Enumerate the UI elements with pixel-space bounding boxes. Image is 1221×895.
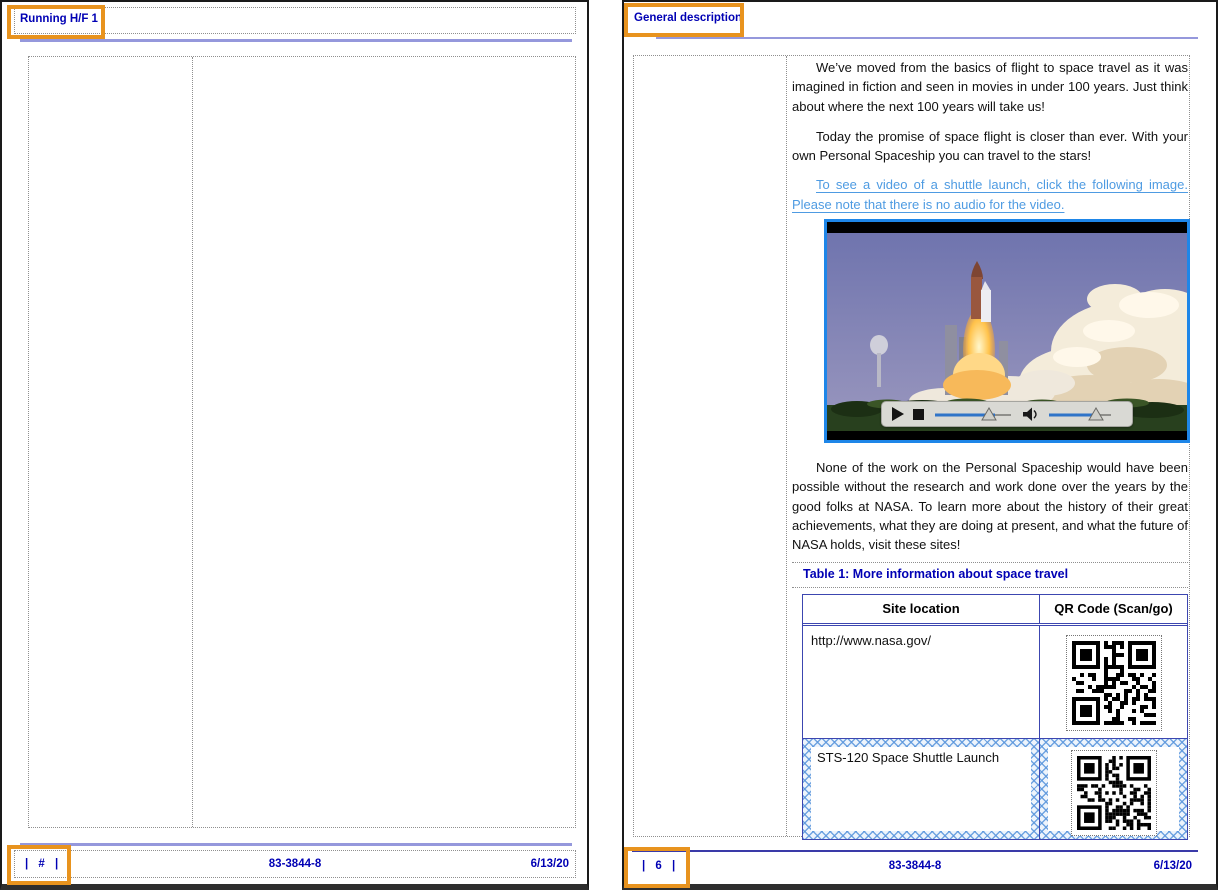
table-row-selected [803, 739, 1187, 839]
sidehead-column-divider [786, 56, 787, 836]
video-controls[interactable] [881, 401, 1133, 427]
anchored-frame[interactable] [1066, 635, 1162, 731]
footer-rule [632, 850, 1198, 852]
running-header-variable[interactable]: Running H/F 1 [20, 13, 98, 25]
document-number[interactable]: 83-3844-8 [888, 860, 942, 872]
video-hyperlink-note[interactable]: To see a video of a shuttle launch, click the following image. Please note that there is no audio for the video. [792, 177, 1188, 212]
main-text-frame[interactable] [28, 56, 576, 828]
selection-highlight-header [7, 5, 105, 39]
running-header[interactable]: General description [634, 12, 743, 24]
qr-code-image[interactable] [1072, 713, 1156, 728]
volume-icon[interactable] [1022, 407, 1038, 422]
footer-text-frame[interactable] [632, 854, 1198, 878]
master-page [0, 0, 589, 890]
site-location-cell-selected[interactable] [803, 739, 1040, 839]
paragraph[interactable]: We’ve moved from the basics of flight to space travel as it was imagined in fiction and seen in movies in under 100 years. Just think about where the next 100 years will take us! [792, 60, 1188, 114]
info-table [802, 594, 1188, 840]
table-header-row [803, 595, 1187, 626]
date-field[interactable]: 6/13/20 [530, 858, 569, 870]
seek-slider[interactable] [933, 404, 1013, 424]
column-header-qr-code[interactable]: QR Code (Scan/go) [1054, 600, 1173, 616]
selection-highlight-page-number [7, 845, 71, 885]
body-page [622, 0, 1218, 890]
site-location-text[interactable]: STS-120 Space Shuttle Launch [817, 750, 1000, 766]
paragraph[interactable]: Today the promise of space flight is closer than ever. With your own Personal Spaceship you can travel to the stars! [792, 128, 1188, 164]
column-header-site-location[interactable]: Site location [803, 595, 1040, 623]
stop-icon[interactable] [913, 409, 924, 420]
sidehead-column-divider [192, 57, 193, 827]
header-rule [656, 37, 1198, 39]
table-caption[interactable]: Table 1: More information about space travel [792, 562, 1188, 588]
volume-slider[interactable] [1047, 404, 1113, 424]
site-location-cell[interactable]: http://www.nasa.gov/ [803, 626, 1040, 738]
document-number[interactable]: 83-3844-8 [268, 858, 322, 870]
paragraph[interactable]: None of the work on the Personal Spaceship would have been possible without the research and work done over the years by the good folks at NASA. To learn more about the history of their great achievements, what they are doing at present, and what the future of NASA holds, visit these sites! [792, 460, 1188, 553]
header-rule [20, 39, 572, 42]
footer-rule [20, 843, 572, 846]
page-number[interactable]: | 6 | [642, 860, 676, 872]
footer-text-frame[interactable] [14, 850, 576, 878]
body-column [792, 55, 1188, 840]
selection-highlight-header [624, 3, 744, 37]
video-player[interactable] [824, 219, 1190, 443]
anchored-frame[interactable] [1071, 750, 1157, 836]
selection-highlight-page-number [624, 847, 690, 888]
table-row [803, 626, 1187, 739]
qr-code-image[interactable] [1077, 818, 1151, 833]
qr-code-cell[interactable] [1040, 626, 1187, 738]
page-number-placeholder[interactable]: | # | [25, 858, 59, 870]
qr-code-cell-selected[interactable] [1040, 739, 1187, 839]
play-icon[interactable] [892, 407, 904, 421]
date-field[interactable]: 6/13/20 [1153, 860, 1192, 872]
